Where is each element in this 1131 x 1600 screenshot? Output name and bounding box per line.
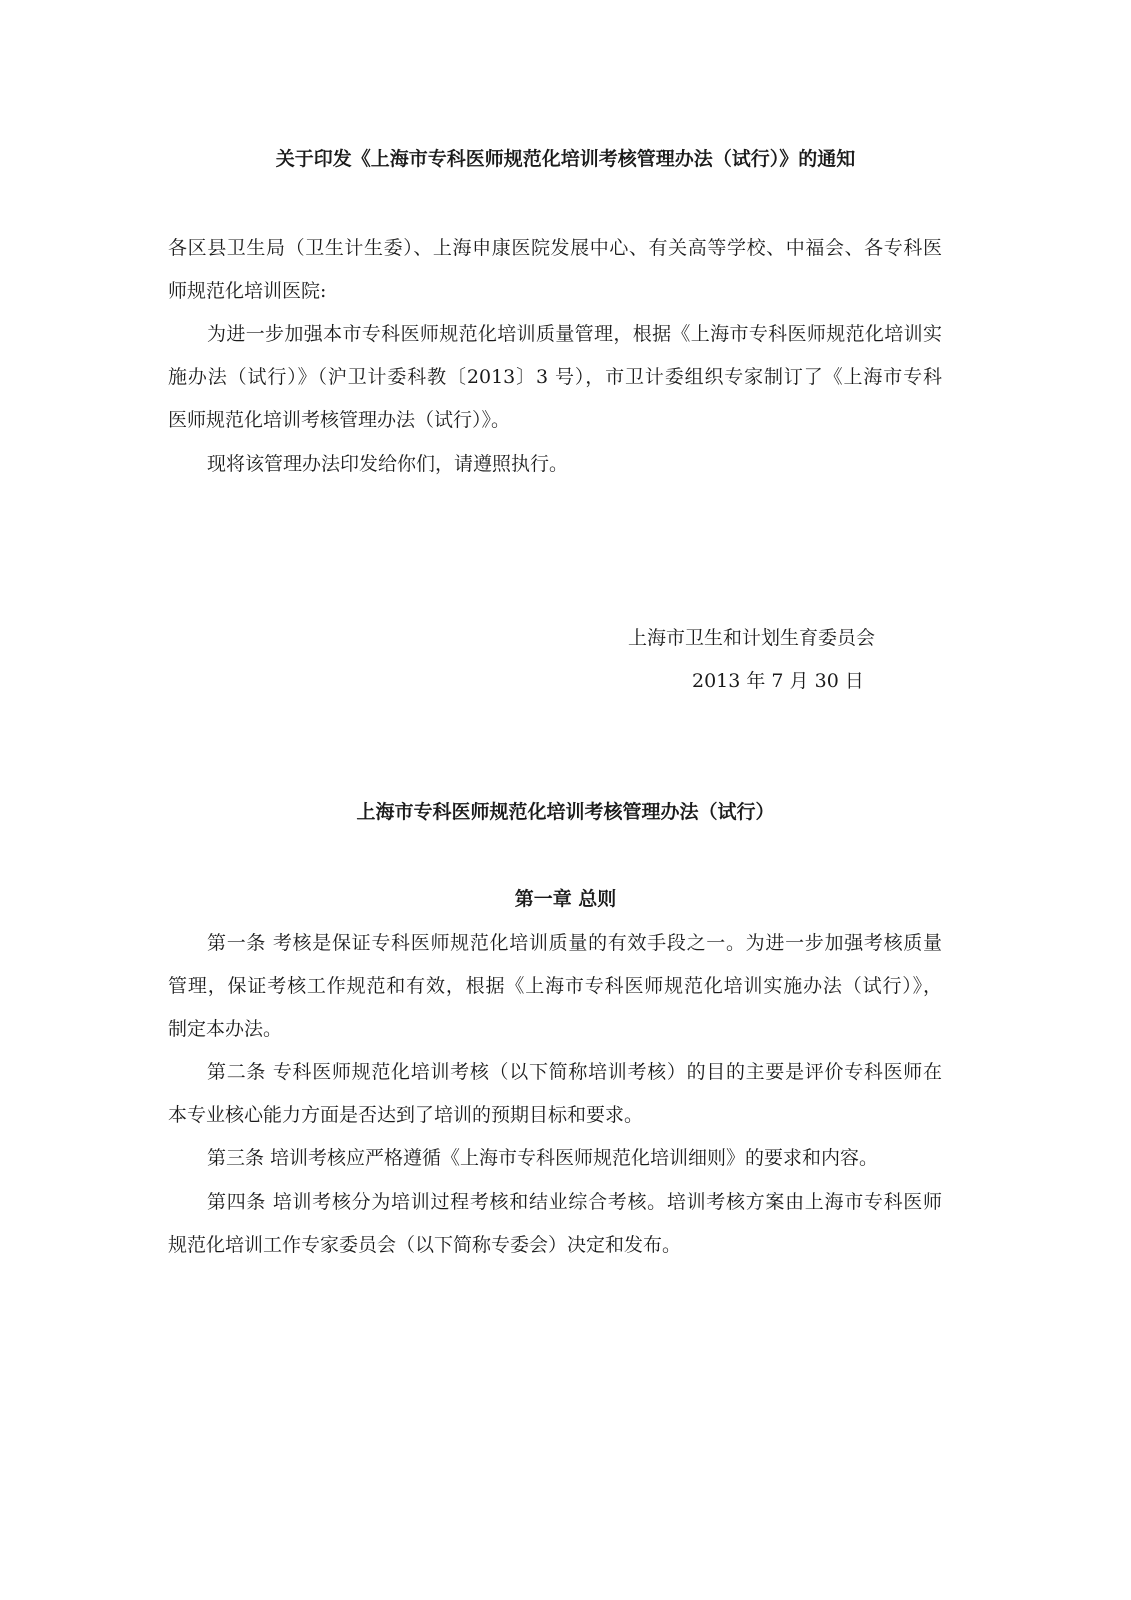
article-line: 第三条 培训考核应严格遵循《上海市专科医师规范化培训细则》的要求和内容。 [207,1147,879,1169]
notice-title: 关于印发《上海市专科医师规范化培训考核管理办法（试行）》的通知 [275,148,856,170]
article-line: 制定本办法。 [168,1018,283,1040]
addressee-line: 各区县卫生局（卫生计生委）、上海申康医院发展中心、有关高等学校、中福会、各专科医 [168,237,942,259]
notice-paragraph-line: 为进一步加强本市专科医师规范化培训质量管理，根据《上海市专科医师规范化培训实 [207,323,942,345]
article-line: 第四条 培训考核分为培训过程考核和结业综合考核。培训考核方案由上海市专科医师 [207,1191,942,1213]
addressee-line: 师规范化培训医院: [168,280,327,302]
notice-paragraph-line: 现将该管理办法印发给你们，请遵照执行。 [207,453,569,475]
notice-paragraph-line: 医师规范化培训考核管理办法（试行）》。 [168,409,511,431]
article-line: 第二条 专科医师规范化培训考核（以下简称培训考核）的目的主要是评价专科医师在 [207,1061,942,1083]
issue-date: 2013 年 7 月 30 日 [692,670,864,692]
article-line: 管理，保证考核工作规范和有效，根据《上海市专科医师规范化培训实施办法（试行）》， [168,975,942,997]
article-line: 本专业核心能力方面是否达到了培训的预期目标和要求。 [168,1104,644,1126]
article-line: 第一条 考核是保证专科医师规范化培训质量的有效手段之一。为进一步加强考核质量 [207,932,942,954]
notice-paragraph-line: 施办法（试行）》（沪卫计委科教〔2013〕3 号），市卫计委组织专家制订了《上海市专科 [168,366,942,388]
issuer-signature: 上海市卫生和计划生育委员会 [628,627,876,649]
article-line: 规范化培训工作专家委员会（以下简称专委会）决定和发布。 [168,1234,682,1256]
chapter-heading: 第一章 总则 [514,888,617,910]
regulation-title: 上海市专科医师规范化培训考核管理办法（试行） [356,801,775,823]
